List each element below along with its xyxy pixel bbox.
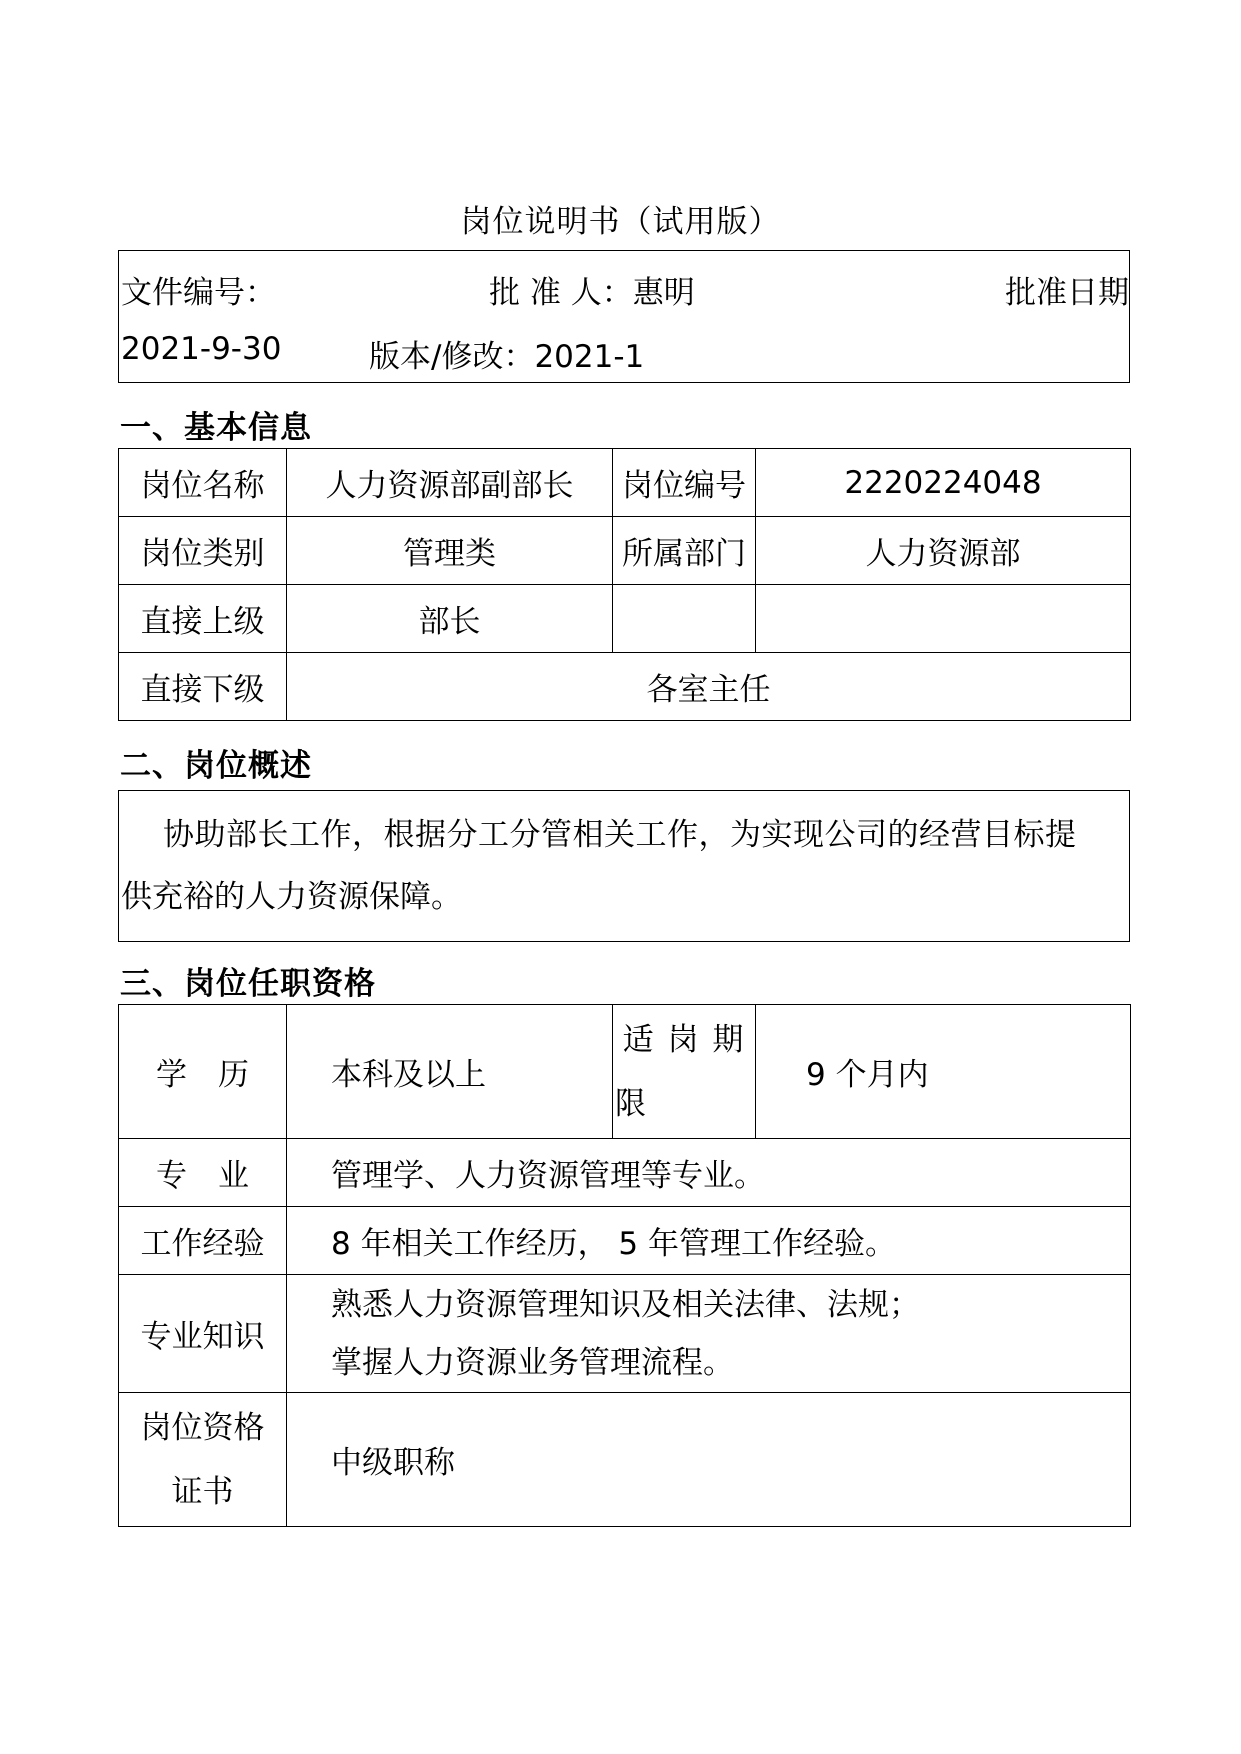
period-label-line1: 适 岗 期 — [622, 1021, 746, 1058]
empty-cell — [756, 585, 1131, 653]
post-name-value: 人力资源部副部长 — [287, 449, 613, 517]
section-overview: 二、岗位概述 — [120, 748, 312, 784]
cert-label — [119, 1393, 287, 1527]
cert-label-line2: 证书 — [171, 1473, 234, 1510]
section-qualification: 三、岗位任职资格 — [120, 966, 376, 1002]
overview-text-line1: 协助部长工作，根据分工分管相关工作，为实现公司的经营目标提 — [163, 817, 1077, 853]
superior-label: 直接上级 — [119, 585, 287, 653]
period-value: 9 个月内 — [756, 1005, 1131, 1139]
subordinate-value: 各室主任 — [287, 653, 1131, 721]
version-label: 版本/修改：2021-1 — [369, 339, 645, 375]
post-type-value: 管理类 — [287, 517, 613, 585]
edu-label: 学 历 — [119, 1005, 287, 1139]
period-label — [613, 1005, 756, 1139]
knowledge-label: 专业知识 — [119, 1275, 287, 1393]
approver-label: 批 准 人：惠明 — [489, 275, 695, 311]
basic-info-table — [118, 448, 1131, 721]
subordinate-label: 直接下级 — [119, 653, 287, 721]
document-title: 岗位说明书（试用版） — [460, 204, 781, 240]
knowledge-line1: 熟悉人力资源管理知识及相关法律、法规； — [331, 1286, 920, 1323]
superior-value: 部长 — [287, 585, 613, 653]
approve-date-label: 批准日期 — [1005, 275, 1129, 311]
file-no-label: 文件编号： — [121, 275, 276, 311]
table-row — [119, 1207, 1131, 1275]
cert-label-line1: 岗位资格 — [140, 1409, 265, 1446]
date-value: 2021-9-30 — [121, 331, 282, 367]
table-row — [119, 1275, 1131, 1393]
table-row — [119, 449, 1131, 517]
qualification-table — [118, 1004, 1131, 1527]
document-meta-box — [118, 250, 1130, 383]
table-row — [119, 1393, 1131, 1527]
major-value: 管理学、人力资源管理等专业。 — [287, 1139, 1131, 1207]
post-name-label: 岗位名称 — [119, 449, 287, 517]
exp-value: 8 年相关工作经历， 5 年管理工作经验。 — [287, 1207, 1131, 1275]
empty-cell — [613, 585, 756, 653]
section-basic-info: 一、基本信息 — [120, 410, 312, 446]
knowledge-value — [287, 1275, 1131, 1393]
major-label: 专 业 — [119, 1139, 287, 1207]
table-row — [119, 1139, 1131, 1207]
table-row — [119, 653, 1131, 721]
edu-value: 本科及以上 — [287, 1005, 613, 1139]
dept-value: 人力资源部 — [756, 517, 1131, 585]
overview-text-line2: 供充裕的人力资源保障。 — [121, 879, 462, 915]
overview-box — [118, 790, 1130, 942]
post-type-label: 岗位类别 — [119, 517, 287, 585]
post-no-label: 岗位编号 — [613, 449, 756, 517]
knowledge-line2: 掌握人力资源业务管理流程。 — [331, 1344, 734, 1381]
cert-value: 中级职称 — [287, 1393, 1131, 1527]
period-label-line2: 限 — [615, 1085, 646, 1122]
dept-label: 所属部门 — [613, 517, 756, 585]
table-row — [119, 585, 1131, 653]
post-no-value: 2220224048 — [756, 449, 1131, 517]
table-row — [119, 517, 1131, 585]
exp-label: 工作经验 — [119, 1207, 287, 1275]
table-row — [119, 1005, 1131, 1139]
